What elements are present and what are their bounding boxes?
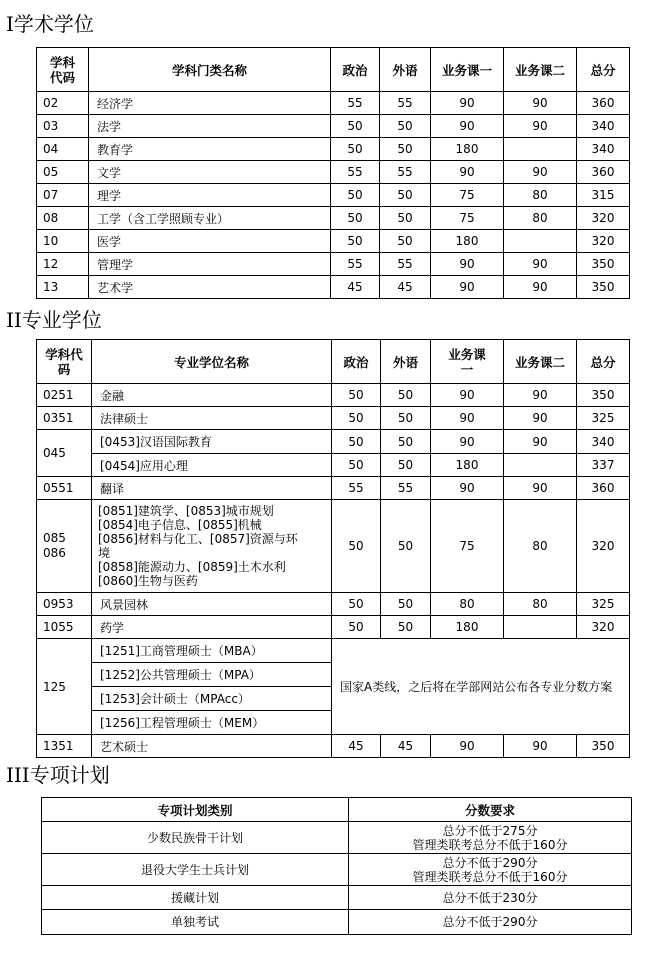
name-line: [0860]生物与医药 bbox=[98, 574, 198, 588]
cell-politics: 55 bbox=[332, 477, 381, 500]
requirement-line: 总分不低于275分 bbox=[442, 823, 538, 838]
cell-course1: 90 bbox=[431, 477, 504, 500]
cell-name: 教育学 bbox=[89, 138, 331, 161]
name-line: [0851]建筑学、[0853]城市规划 bbox=[98, 504, 274, 518]
cell-foreign: 50 bbox=[380, 230, 431, 253]
table-row bbox=[37, 184, 630, 207]
cell-course1: 80 bbox=[431, 593, 504, 616]
cell-code: 0351 bbox=[37, 407, 92, 430]
cell-politics: 50 bbox=[331, 184, 380, 207]
cell-course2 bbox=[504, 138, 577, 161]
cell-requirement bbox=[349, 854, 632, 886]
cell-code: 05 bbox=[37, 161, 89, 184]
table-row bbox=[37, 253, 630, 276]
cell-foreign: 55 bbox=[380, 161, 431, 184]
cell-course2 bbox=[504, 616, 577, 639]
cell-course2: 90 bbox=[504, 161, 577, 184]
cell-politics: 50 bbox=[331, 115, 380, 138]
cell-code: 12 bbox=[37, 253, 89, 276]
cell-foreign: 55 bbox=[380, 253, 431, 276]
cell-name: 文学 bbox=[89, 161, 331, 184]
cell-foreign: 50 bbox=[381, 407, 431, 430]
cell-course2: 90 bbox=[504, 115, 577, 138]
table-row bbox=[37, 207, 630, 230]
cell-name bbox=[92, 500, 332, 593]
cell-name: 管理学 bbox=[89, 253, 331, 276]
table-row bbox=[42, 886, 632, 910]
cell-total: 360 bbox=[577, 92, 630, 115]
cell-politics: 50 bbox=[332, 407, 381, 430]
cell-foreign: 50 bbox=[381, 500, 431, 593]
cell-course1: 90 bbox=[431, 430, 504, 454]
cell-foreign: 55 bbox=[381, 477, 431, 500]
cell-course1: 75 bbox=[431, 500, 504, 593]
cell-total: 337 bbox=[577, 454, 630, 477]
cell-course1: 180 bbox=[431, 616, 504, 639]
cell-total: 360 bbox=[577, 477, 630, 500]
table-row bbox=[42, 822, 632, 854]
cell-politics: 50 bbox=[331, 207, 380, 230]
cell-foreign: 50 bbox=[380, 115, 431, 138]
table-row bbox=[37, 430, 630, 454]
cell-course2: 90 bbox=[504, 407, 577, 430]
cell-name: 药学 bbox=[92, 616, 332, 639]
cell-foreign: 50 bbox=[380, 138, 431, 161]
cell-foreign: 45 bbox=[381, 735, 431, 758]
cell-foreign: 50 bbox=[380, 207, 431, 230]
cell-course2: 90 bbox=[504, 276, 577, 299]
header-course1: 业务课一 bbox=[431, 340, 504, 384]
cell-course1: 90 bbox=[431, 115, 504, 138]
cell-course1: 90 bbox=[431, 384, 504, 407]
cell-total: 340 bbox=[577, 138, 630, 161]
cell-course2 bbox=[504, 230, 577, 253]
table-row bbox=[42, 854, 632, 886]
cell-name: [0454]应用心理 bbox=[92, 454, 332, 477]
cell-total: 360 bbox=[577, 161, 630, 184]
cell-name: 经济学 bbox=[89, 92, 331, 115]
table-row bbox=[37, 407, 630, 430]
cell-total: 325 bbox=[577, 407, 630, 430]
header-foreign: 外语 bbox=[380, 48, 431, 92]
cell-course1: 90 bbox=[431, 92, 504, 115]
cell-politics: 50 bbox=[332, 616, 381, 639]
cell-total: 350 bbox=[577, 735, 630, 758]
header-total: 总分 bbox=[577, 340, 630, 384]
cell-total: 325 bbox=[577, 593, 630, 616]
special-plan-table bbox=[41, 797, 632, 935]
cell-politics: 50 bbox=[332, 430, 381, 454]
cell-course2: 90 bbox=[504, 430, 577, 454]
professional-degree-table bbox=[36, 339, 630, 758]
table-row bbox=[37, 639, 630, 663]
name-line: [0856]材料与化工、[0857]资源与环 bbox=[98, 532, 298, 546]
table-row bbox=[37, 115, 630, 138]
cell-name: [1253]会计硕士（MPAcc） bbox=[92, 687, 332, 711]
cell-politics: 55 bbox=[331, 92, 380, 115]
table-row bbox=[37, 276, 630, 299]
requirement-line: 总分不低于290分 bbox=[442, 855, 538, 870]
header-course1: 业务课一 bbox=[431, 48, 504, 92]
cell-code: 04 bbox=[37, 138, 89, 161]
cell-name: 艺术硕士 bbox=[92, 735, 332, 758]
section-title-professional: II专业学位 bbox=[6, 308, 102, 332]
cell-name: [1256]工程管理硕士（MEM） bbox=[92, 711, 332, 735]
cell-course2: 80 bbox=[504, 207, 577, 230]
cell-foreign: 50 bbox=[381, 384, 431, 407]
cell-name: 法律硕士 bbox=[92, 407, 332, 430]
cell-name: 法学 bbox=[89, 115, 331, 138]
cell-name: 工学（含工学照顾专业） bbox=[89, 207, 331, 230]
cell-code: 13 bbox=[37, 276, 89, 299]
cell-code: 045 bbox=[37, 430, 92, 477]
cell-course2: 80 bbox=[504, 500, 577, 593]
header-politics: 政治 bbox=[332, 340, 381, 384]
cell-note: 国家A类线，之后将在学部网站公布各专业分数方案 bbox=[332, 639, 630, 735]
cell-course1: 180 bbox=[431, 138, 504, 161]
cell-course1: 90 bbox=[431, 276, 504, 299]
header-course2: 业务课二 bbox=[504, 340, 577, 384]
header-total: 总分 bbox=[577, 48, 630, 92]
cell-politics: 45 bbox=[331, 276, 380, 299]
cell-politics: 50 bbox=[331, 138, 380, 161]
cell-course1: 180 bbox=[431, 230, 504, 253]
cell-politics: 50 bbox=[332, 454, 381, 477]
cell-politics: 50 bbox=[332, 593, 381, 616]
cell-code: 03 bbox=[37, 115, 89, 138]
table-row bbox=[37, 735, 630, 758]
cell-category: 单独考试 bbox=[42, 910, 349, 935]
name-line: 境 bbox=[98, 546, 111, 560]
cell-foreign: 45 bbox=[380, 276, 431, 299]
header-name: 专业学位名称 bbox=[92, 340, 332, 384]
header-foreign: 外语 bbox=[381, 340, 431, 384]
cell-code: 10 bbox=[37, 230, 89, 253]
cell-course1: 90 bbox=[431, 161, 504, 184]
cell-course2: 80 bbox=[504, 184, 577, 207]
cell-foreign: 50 bbox=[380, 184, 431, 207]
cell-name: [0453]汉语国际教育 bbox=[92, 430, 332, 454]
cell-code: 0953 bbox=[37, 593, 92, 616]
table-row bbox=[37, 161, 630, 184]
cell-politics: 55 bbox=[331, 161, 380, 184]
header-requirement: 分数要求 bbox=[349, 798, 632, 822]
table-row bbox=[37, 500, 630, 593]
header-code: 学科代码 bbox=[37, 340, 92, 384]
cell-code: 0251 bbox=[37, 384, 92, 407]
cell-course1: 75 bbox=[431, 207, 504, 230]
cell-politics: 55 bbox=[331, 253, 380, 276]
cell-course2: 90 bbox=[504, 477, 577, 500]
academic-degree-table bbox=[36, 47, 630, 299]
cell-code: 125 bbox=[37, 639, 92, 735]
cell-course1: 90 bbox=[431, 735, 504, 758]
name-line: [0854]电子信息、[0855]机械 bbox=[98, 518, 262, 532]
cell-code: 0551 bbox=[37, 477, 92, 500]
cell-total: 350 bbox=[577, 384, 630, 407]
cell-total: 320 bbox=[577, 500, 630, 593]
cell-course1: 180 bbox=[431, 454, 504, 477]
cell-total: 340 bbox=[577, 115, 630, 138]
cell-name: [1252]公共管理硕士（MPA） bbox=[92, 663, 332, 687]
cell-politics: 45 bbox=[332, 735, 381, 758]
cell-course2: 90 bbox=[504, 384, 577, 407]
cell-course2: 90 bbox=[504, 735, 577, 758]
cell-course2: 80 bbox=[504, 593, 577, 616]
cell-total: 350 bbox=[577, 276, 630, 299]
cell-name: 金融 bbox=[92, 384, 332, 407]
cell-code bbox=[37, 500, 92, 593]
header-politics: 政治 bbox=[331, 48, 380, 92]
cell-name: 艺术学 bbox=[89, 276, 331, 299]
cell-requirement bbox=[349, 822, 632, 854]
cell-course1: 75 bbox=[431, 184, 504, 207]
cell-code: 08 bbox=[37, 207, 89, 230]
cell-name: 理学 bbox=[89, 184, 331, 207]
table-row bbox=[37, 616, 630, 639]
cell-total: 340 bbox=[577, 430, 630, 454]
cell-code: 1351 bbox=[37, 735, 92, 758]
name-line: [0858]能源动力、[0859]土木水利 bbox=[98, 560, 286, 574]
cell-code: 07 bbox=[37, 184, 89, 207]
table-header-row bbox=[42, 798, 632, 822]
cell-category: 退役大学生士兵计划 bbox=[42, 854, 349, 886]
cell-requirement: 总分不低于290分 bbox=[349, 910, 632, 935]
section-title-academic: I学术学位 bbox=[6, 12, 94, 36]
cell-name: 医学 bbox=[89, 230, 331, 253]
requirement-line: 管理类联考总分不低于160分 bbox=[412, 837, 568, 852]
cell-requirement: 总分不低于230分 bbox=[349, 886, 632, 910]
table-row bbox=[37, 230, 630, 253]
cell-foreign: 50 bbox=[381, 454, 431, 477]
cell-foreign: 55 bbox=[380, 92, 431, 115]
table-row bbox=[37, 454, 630, 477]
cell-total: 320 bbox=[577, 616, 630, 639]
cell-category: 援藏计划 bbox=[42, 886, 349, 910]
cell-total: 320 bbox=[577, 230, 630, 253]
header-course2: 业务课二 bbox=[504, 48, 577, 92]
cell-politics: 50 bbox=[331, 230, 380, 253]
cell-total: 350 bbox=[577, 253, 630, 276]
requirement-line: 管理类联考总分不低于160分 bbox=[412, 869, 568, 884]
cell-course1: 90 bbox=[431, 407, 504, 430]
cell-category: 少数民族骨干计划 bbox=[42, 822, 349, 854]
table-row bbox=[42, 910, 632, 935]
code-line: 085 bbox=[43, 531, 66, 545]
cell-total: 315 bbox=[577, 184, 630, 207]
section-title-special: III专项计划 bbox=[6, 763, 110, 787]
table-row bbox=[37, 593, 630, 616]
cell-code: 02 bbox=[37, 92, 89, 115]
header-name: 学科门类名称 bbox=[89, 48, 331, 92]
cell-course2: 90 bbox=[504, 253, 577, 276]
cell-course1: 90 bbox=[431, 253, 504, 276]
code-line: 086 bbox=[43, 546, 66, 560]
cell-name: [1251]工商管理硕士（MBA） bbox=[92, 639, 332, 663]
cell-foreign: 50 bbox=[381, 593, 431, 616]
cell-foreign: 50 bbox=[381, 430, 431, 454]
table-row bbox=[37, 138, 630, 161]
cell-total: 320 bbox=[577, 207, 630, 230]
table-row bbox=[37, 477, 630, 500]
cell-politics: 50 bbox=[332, 500, 381, 593]
cell-foreign: 50 bbox=[381, 616, 431, 639]
cell-course2: 90 bbox=[504, 92, 577, 115]
cell-name: 翻译 bbox=[92, 477, 332, 500]
cell-name: 风景园林 bbox=[92, 593, 332, 616]
table-row bbox=[37, 92, 630, 115]
cell-course2 bbox=[504, 454, 577, 477]
cell-code: 1055 bbox=[37, 616, 92, 639]
table-header-row bbox=[37, 48, 630, 92]
table-header-row bbox=[37, 340, 630, 384]
table-row bbox=[37, 384, 630, 407]
header-code: 学科代码 bbox=[37, 48, 89, 92]
header-category: 专项计划类别 bbox=[42, 798, 349, 822]
cell-politics: 50 bbox=[332, 384, 381, 407]
